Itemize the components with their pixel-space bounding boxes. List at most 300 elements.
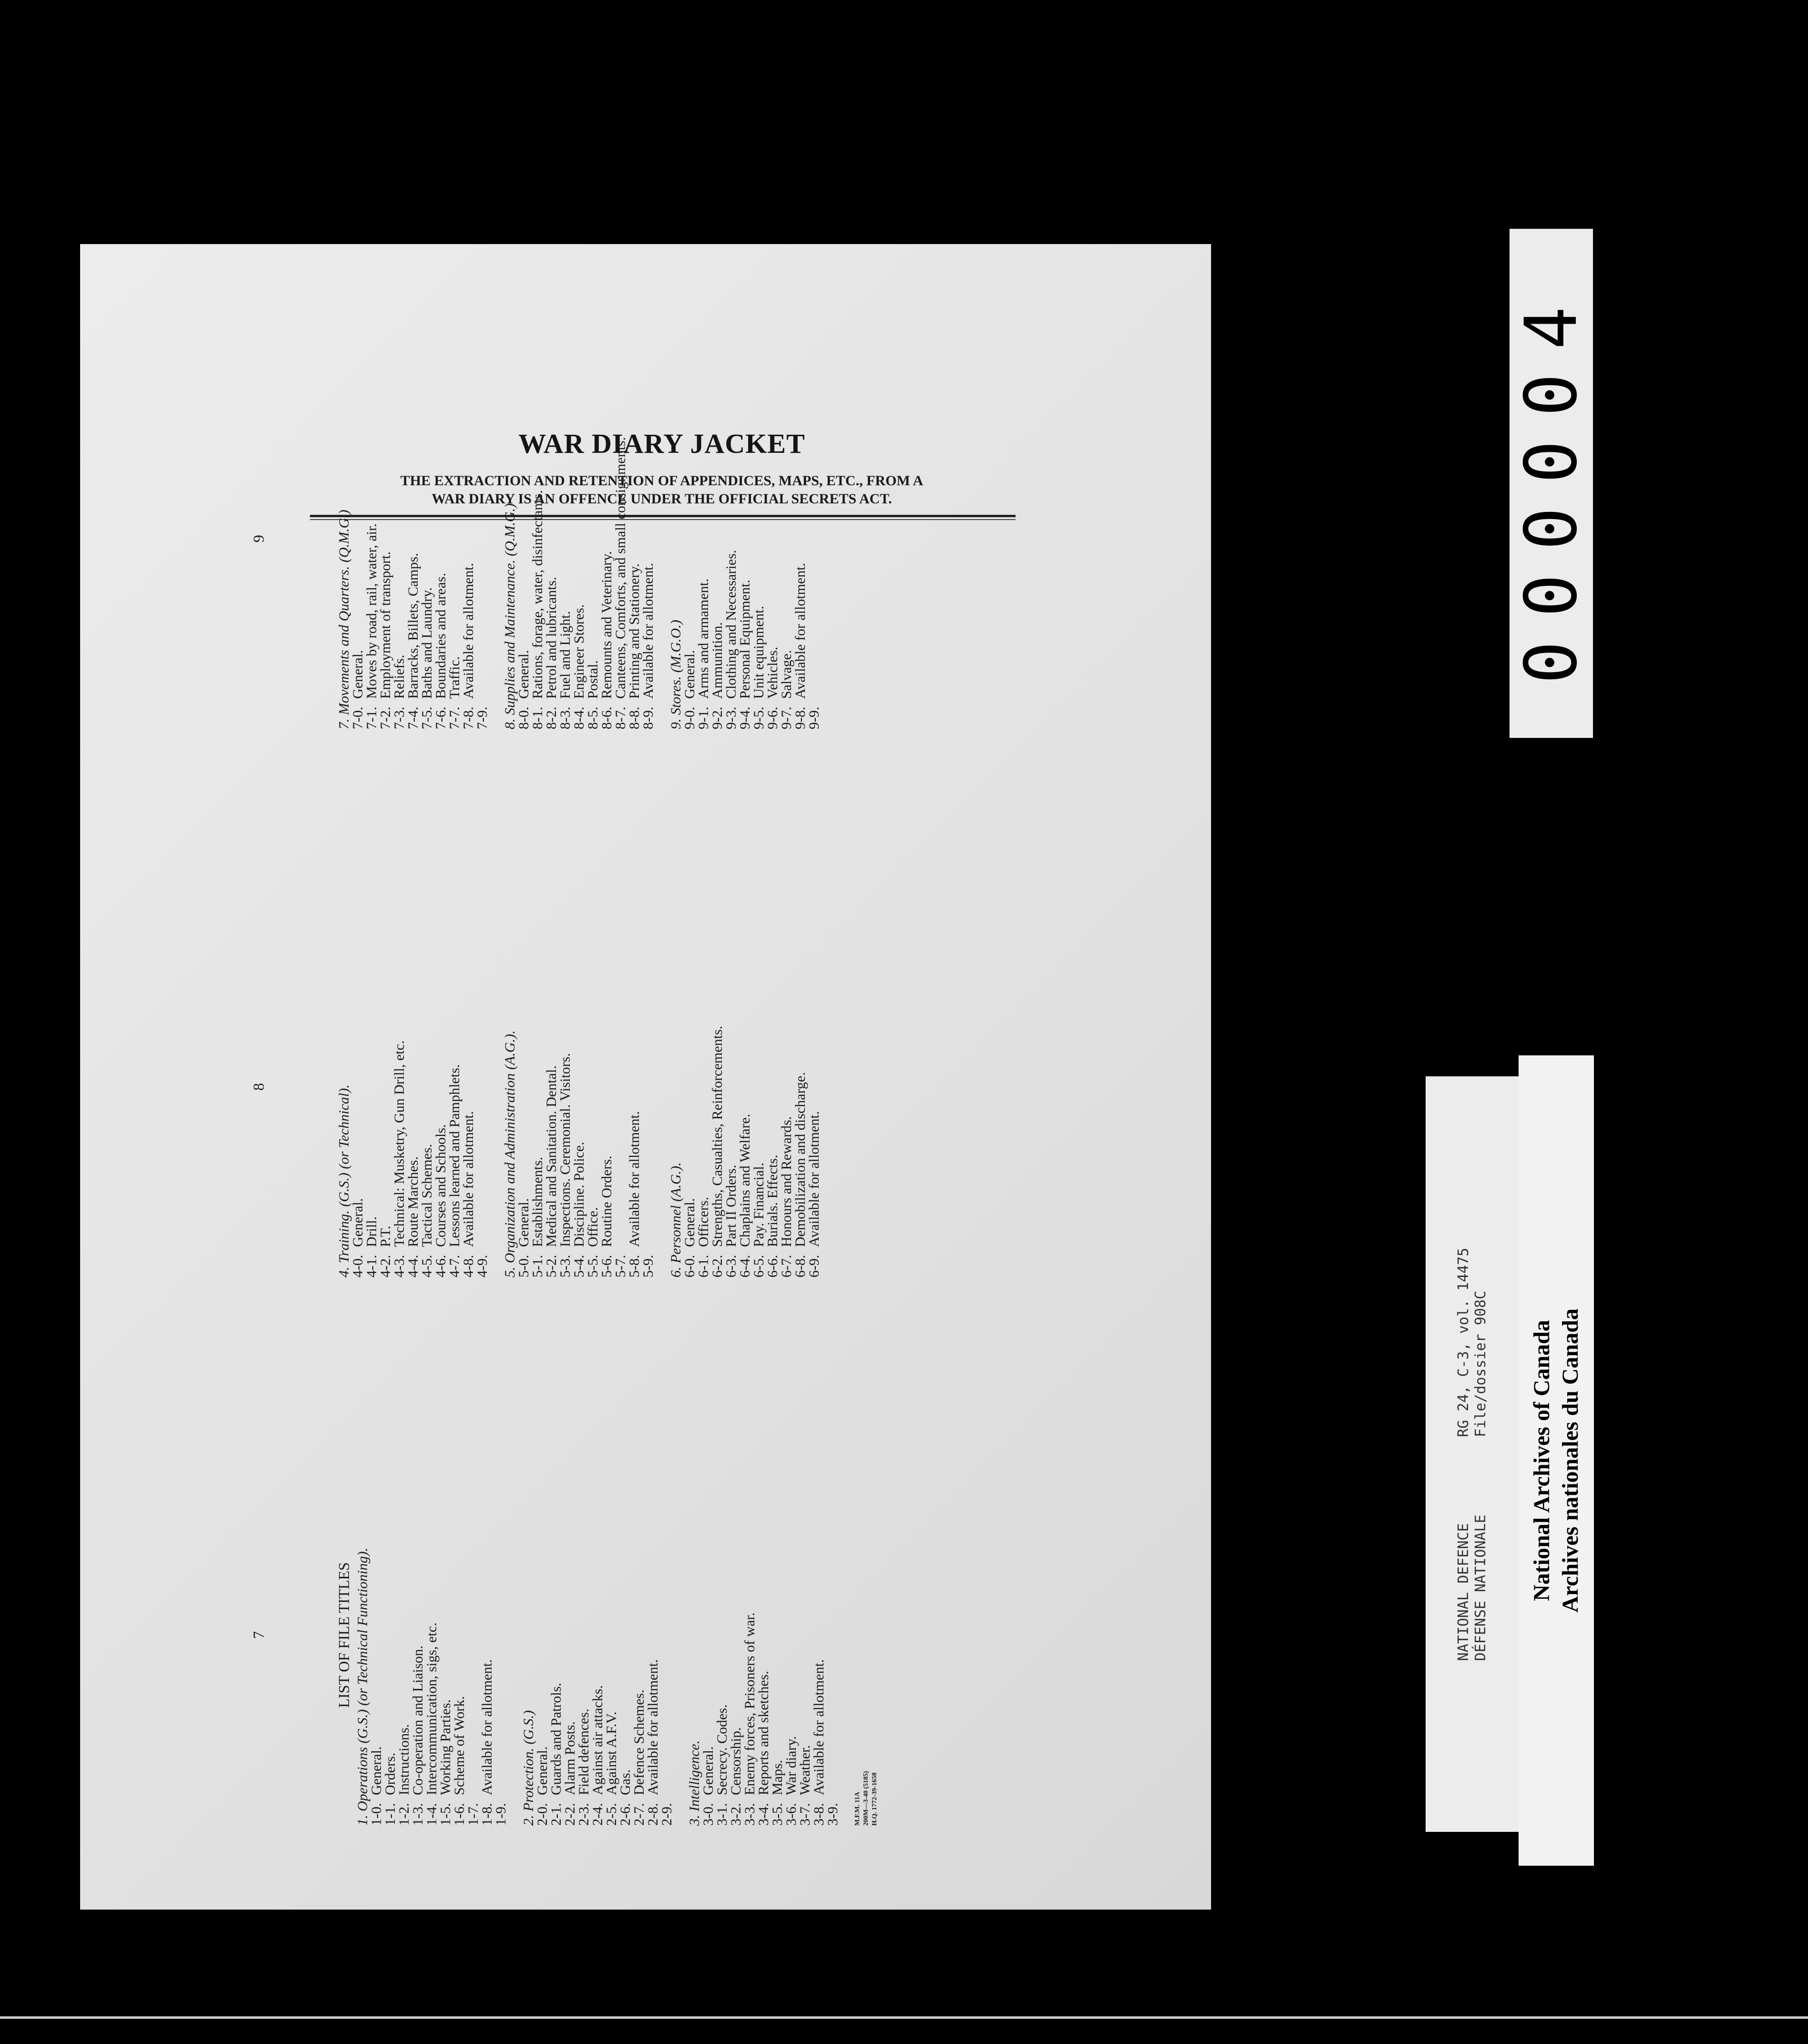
file-title-row — [466, 1287, 480, 1826]
warning-line-1: THE EXTRACTION AND RETENTION OF APPENDICES, MAPS, ETC., FROM A — [400, 473, 924, 489]
file-title: Remounts and Veterinary. — [599, 551, 615, 699]
file-title: Intercommunication, sigs, etc. — [424, 1622, 440, 1795]
file-code: 7-1. — [364, 706, 380, 729]
file-title-row — [397, 1287, 411, 1826]
list-column-1 — [252, 1287, 879, 1826]
file-section — [337, 739, 489, 1278]
file-title-row — [627, 191, 641, 729]
file-title: Available for allotment. — [461, 562, 476, 699]
file-code: 6-2. — [709, 1255, 725, 1278]
file-code: 3-8. — [811, 1803, 827, 1826]
file-title: Lessons learned and Pamphlets. — [447, 1064, 462, 1247]
file-title-row — [591, 1287, 605, 1826]
file-title-row — [697, 191, 710, 729]
file-title-row — [780, 739, 793, 1278]
reference-line-2: DÉFENSE NATIONALE File/dossier 908C — [1472, 1290, 1489, 1661]
file-title-row — [724, 191, 738, 729]
file-title-row — [351, 191, 365, 729]
file-section — [503, 739, 655, 1278]
file-title: Available for allotment. — [811, 1659, 827, 1795]
file-title-row — [475, 191, 489, 729]
file-title-row — [752, 191, 766, 729]
file-title-row — [766, 191, 780, 729]
file-title: Burials. Effects. — [765, 1155, 781, 1247]
file-code: 7-5. — [419, 706, 435, 729]
file-code: 5-6. — [599, 1255, 615, 1278]
file-title-row — [425, 1287, 439, 1826]
file-title-row — [793, 739, 807, 1278]
section-title: 6. Personnel (A.G.). — [668, 1162, 684, 1278]
file-code: 5-2. — [544, 1255, 559, 1278]
file-title-row — [784, 1287, 798, 1826]
file-code: 7-4. — [405, 706, 421, 729]
file-title: Working Parties. — [438, 1699, 453, 1795]
file-title-row — [558, 739, 572, 1278]
file-title-row — [420, 191, 434, 729]
file-title: General. — [516, 650, 532, 699]
file-title-row — [738, 739, 752, 1278]
file-code: 3-6. — [783, 1803, 799, 1826]
file-code: 2-6. — [617, 1803, 633, 1826]
form-code-line: M.F.M. 11A — [854, 1791, 861, 1826]
file-code: 8-9. — [640, 706, 656, 729]
file-code: 1-8. — [479, 1803, 495, 1826]
file-title-row — [572, 191, 586, 729]
form-code-line: H.Q. 1772-39-1658 — [871, 1772, 878, 1826]
file-code: 8-8. — [627, 706, 642, 729]
file-title: Discipline. Police. — [571, 1142, 587, 1247]
file-title-row — [729, 1287, 743, 1826]
file-title: Officers. — [696, 1196, 711, 1247]
file-code: 3-5. — [770, 1803, 785, 1826]
file-title: Employment of transport. — [378, 551, 393, 699]
file-title-row — [379, 191, 392, 729]
file-title-row — [683, 739, 697, 1278]
file-title-row — [641, 191, 655, 729]
file-title-row — [370, 1287, 383, 1826]
file-code: 7-6. — [433, 706, 449, 729]
file-title: Traffic. — [447, 656, 462, 699]
frame-number: 000004 — [1510, 283, 1593, 684]
file-title-row — [379, 739, 392, 1278]
file-title: Against A.F.V. — [604, 1711, 619, 1795]
file-title: Printing and Stationery. — [627, 563, 642, 699]
section-title: 7. Movements and Quarters. (Q.M.G.) — [336, 510, 352, 729]
file-code: 7-2. — [378, 706, 393, 729]
file-title-row — [462, 191, 475, 729]
file-code: 4-1. — [364, 1255, 380, 1278]
file-title: Route Marches. — [405, 1156, 421, 1247]
file-code: 2-5. — [604, 1803, 619, 1826]
file-code: 4-9. — [474, 1255, 490, 1278]
section-title: 4. Training. (G.S.) (or Technical). — [336, 1084, 352, 1278]
file-title: Ammunition. — [709, 622, 725, 699]
file-title-row — [614, 191, 627, 729]
file-code: 2-8. — [645, 1803, 661, 1826]
file-title-row — [531, 191, 544, 729]
file-code: 4-4. — [405, 1255, 421, 1278]
file-title: Available for allotment. — [645, 1659, 661, 1795]
file-code: 9-2. — [709, 706, 725, 729]
file-title-row — [641, 739, 655, 1278]
frame-number-strip — [1510, 229, 1593, 738]
file-title: Engineer Stores. — [571, 604, 587, 699]
file-title-row — [420, 739, 434, 1278]
file-title-row — [572, 739, 586, 1278]
file-title-row — [586, 191, 600, 729]
file-title: Vehicles. — [765, 646, 781, 699]
file-title-row — [743, 1287, 757, 1826]
file-title: Strengths, Casualties, Reinforcements. — [709, 1025, 725, 1247]
file-code: 9-7. — [779, 706, 794, 729]
form-code — [853, 1287, 879, 1826]
file-code: 1-3. — [410, 1803, 426, 1826]
file-title-row — [807, 739, 821, 1278]
file-title-row — [627, 739, 641, 1278]
file-code: 6-1. — [696, 1255, 711, 1278]
file-code: 6-8. — [792, 1255, 808, 1278]
file-code: 1-5. — [438, 1803, 453, 1826]
file-title-row — [494, 1287, 508, 1826]
file-title: Routine Orders. — [599, 1155, 615, 1247]
file-title-row — [544, 191, 558, 729]
file-title-row — [452, 1287, 466, 1826]
file-title: General. — [682, 1198, 698, 1247]
file-title: Courses and Schools. — [433, 1124, 449, 1247]
file-code: 6-3. — [723, 1255, 739, 1278]
file-title: Orders. — [382, 1752, 398, 1795]
file-title-row — [752, 739, 766, 1278]
file-title-row — [392, 191, 406, 729]
file-title-row — [600, 739, 614, 1278]
file-title-row — [439, 1287, 452, 1826]
file-code: 3-9. — [825, 1803, 841, 1826]
film-edge-line — [0, 2016, 1808, 2019]
file-code: 6-7. — [779, 1255, 794, 1278]
file-code: 9-9. — [806, 706, 822, 729]
file-title: Baths and Laundry. — [419, 587, 435, 699]
file-code: 9-1. — [696, 706, 711, 729]
file-code: 8-0. — [516, 706, 532, 729]
file-code: 5-8. — [627, 1255, 642, 1278]
file-title-row — [710, 739, 724, 1278]
archive-name-fr: Archives nationales du Canada — [1558, 1308, 1583, 1613]
column-1-sections — [356, 1287, 840, 1826]
file-code: 8-7. — [613, 706, 628, 729]
file-title: Censorship. — [728, 1727, 744, 1795]
section-title: 1. Operations (G.S.) (or Technical Functioning). — [355, 1548, 370, 1826]
file-code: 2-2. — [562, 1803, 578, 1826]
file-title-row — [770, 1287, 784, 1826]
page-number-9: 9 — [250, 535, 267, 542]
file-title-row — [766, 739, 780, 1278]
file-title: General. — [682, 650, 698, 699]
file-code: 5-7. — [613, 1255, 628, 1278]
file-code: 5-0. — [516, 1255, 532, 1278]
file-title: Weather. — [797, 1745, 813, 1795]
file-title: Rations, forage, water, disinfectants. — [530, 490, 545, 699]
file-code: 5-3. — [557, 1255, 573, 1278]
file-title-row — [826, 1287, 840, 1826]
list-column-2 — [252, 739, 835, 1278]
file-code: 2-7. — [631, 1803, 647, 1826]
file-title: Arms and armament. — [696, 578, 711, 699]
file-title-row — [544, 739, 558, 1278]
section-title: 8. Supplies and Maintenance. (Q.M.G.) — [502, 503, 518, 729]
file-title: Canteens, Comforts, and small consignments. — [613, 437, 628, 699]
section-title: 2. Protection. (G.S.) — [521, 1710, 536, 1826]
page-number-7: 7 — [250, 1631, 267, 1639]
file-title-row — [383, 1287, 397, 1826]
file-title-row — [646, 1287, 660, 1826]
file-code: 2-1. — [548, 1803, 564, 1826]
file-title-row — [632, 1287, 646, 1826]
file-title: Available for allotment. — [806, 1111, 822, 1247]
column-2-sections — [337, 739, 821, 1278]
file-code: 5-9. — [640, 1255, 656, 1278]
file-title-row — [812, 1287, 826, 1826]
file-title-row — [448, 739, 462, 1278]
column-3-sections — [337, 191, 821, 729]
file-title-row — [614, 739, 627, 1278]
file-title: Inspections. Ceremonial. Visitors. — [557, 1053, 573, 1247]
file-title: Reports and sketches. — [756, 1671, 771, 1795]
file-title: Drill. — [364, 1216, 380, 1247]
file-section — [503, 191, 655, 729]
file-title: General. — [700, 1746, 716, 1795]
file-title-row — [531, 739, 544, 1278]
file-title: Clothing and Necessaries. — [723, 550, 739, 699]
archive-reference-label — [1426, 1076, 1519, 1832]
file-title-row — [517, 739, 531, 1278]
file-code: 9-5. — [751, 706, 767, 729]
file-code: 1-7. — [465, 1803, 481, 1826]
file-code: 3-0. — [700, 1803, 716, 1826]
file-title: Co-operation and Liaison. — [410, 1645, 426, 1795]
file-title: Pay. Financial. — [751, 1162, 767, 1247]
file-title: Available for allotment. — [479, 1659, 495, 1795]
file-title-row — [586, 739, 600, 1278]
file-code: 8-5. — [585, 706, 601, 729]
section-title: 3. Intelligence. — [687, 1740, 702, 1826]
file-title: Available for allotment. — [461, 1111, 476, 1247]
file-code: 6-9. — [806, 1255, 822, 1278]
file-title-row — [448, 191, 462, 729]
section-title: 9. Stores. (M.G.O.) — [668, 620, 684, 729]
file-section — [356, 1287, 508, 1826]
archive-name-en: National Archives of Canada — [1529, 1320, 1554, 1601]
file-title: Gas. — [617, 1769, 633, 1795]
file-title: General. — [369, 1746, 384, 1795]
file-code: 6-0. — [682, 1255, 698, 1278]
file-title: War diary. — [783, 1736, 799, 1795]
file-code: 8-4. — [571, 706, 587, 729]
file-title-row — [600, 191, 614, 729]
file-title: Reliefs. — [391, 654, 407, 699]
file-title: Available for allotment. — [627, 1111, 642, 1247]
file-title: Establishments. — [530, 1156, 545, 1247]
file-title-row — [365, 739, 379, 1278]
file-title-row — [563, 1287, 577, 1826]
file-section — [522, 1287, 674, 1826]
file-code: 7-0. — [350, 706, 366, 729]
reference-line-1: NATIONAL DEFENCE RG 24, C-3, vol. 14475 — [1455, 1247, 1472, 1661]
file-title-row — [697, 739, 710, 1278]
file-code: 2-9. — [659, 1803, 675, 1826]
file-title-row — [517, 191, 531, 729]
file-title-row — [660, 1287, 674, 1826]
file-code: 8-1. — [530, 706, 545, 729]
file-code: 1-2. — [396, 1803, 412, 1826]
file-title-row — [715, 1287, 729, 1826]
file-title-row — [793, 191, 807, 729]
file-title: Personal Equipment. — [737, 580, 753, 699]
file-title-row — [798, 1287, 812, 1826]
file-code: 7-3. — [391, 706, 407, 729]
file-title: Tactical Schemes. — [419, 1144, 435, 1247]
file-code: 8-2. — [544, 706, 559, 729]
file-title-row — [577, 1287, 591, 1826]
file-code: 9-4. — [737, 706, 753, 729]
file-code: 1-4. — [424, 1803, 440, 1826]
file-section — [669, 191, 821, 729]
file-code: 4-5. — [419, 1255, 435, 1278]
file-code: 4-0. — [350, 1255, 366, 1278]
file-title-row — [618, 1287, 632, 1826]
file-title-row — [406, 191, 420, 729]
file-title: Secrecy. Codes. — [714, 1704, 730, 1795]
file-code: 8-3. — [557, 706, 573, 729]
file-code: 1-0. — [369, 1803, 384, 1826]
file-code: 7-7. — [447, 706, 462, 729]
file-code: 2-4. — [590, 1803, 606, 1826]
file-title: Technical: Musketry, Gun Drill, etc. — [391, 1040, 407, 1247]
file-title-row — [535, 1287, 549, 1826]
file-title: Medical and Sanitation. Dental. — [544, 1065, 559, 1247]
file-title: Alarm Posts. — [562, 1721, 578, 1795]
file-code: 4-7. — [447, 1255, 462, 1278]
file-code: 7-9. — [474, 706, 490, 729]
file-title-row — [807, 191, 821, 729]
file-code: 5-1. — [530, 1255, 545, 1278]
section-title: 5. Organization and Administration (A.G.). — [502, 1030, 518, 1278]
list-title: LIST OF FILE TITLES — [335, 1562, 352, 1708]
file-title-row — [701, 1287, 715, 1826]
file-title: General. — [350, 1198, 366, 1247]
file-code: 2-3. — [576, 1803, 592, 1826]
file-code: 1-6. — [452, 1803, 467, 1826]
file-code: 3-3. — [742, 1803, 758, 1826]
page-number-8: 8 — [250, 1083, 267, 1091]
file-code: 9-0. — [682, 706, 698, 729]
file-title-row — [724, 739, 738, 1278]
file-title-row — [480, 1287, 494, 1826]
file-code: 5-5. — [585, 1255, 601, 1278]
file-title: Fuel and Light. — [557, 611, 573, 699]
file-title-row — [710, 191, 724, 729]
file-title: Office. — [585, 1207, 601, 1247]
warning-line-2: WAR DIARY IS AN OFFENCE UNDER THE OFFICIAL SECRETS ACT. — [431, 491, 892, 507]
file-code: 2-0. — [534, 1803, 550, 1826]
file-title: Available for allotment. — [792, 562, 808, 699]
file-title: General. — [350, 650, 366, 699]
file-title: Scheme of Work. — [452, 1696, 467, 1795]
file-title: Enemy forces, Prisoners of war. — [742, 1612, 758, 1795]
file-title: Demobilization and discharge. — [792, 1072, 808, 1247]
file-code: 4-3. — [391, 1255, 407, 1278]
file-title: Available for allotment. — [640, 562, 656, 699]
file-title-row — [558, 191, 572, 729]
file-title-row — [605, 1287, 618, 1826]
file-code: 3-7. — [797, 1803, 813, 1826]
file-code: 1-1. — [382, 1803, 398, 1826]
file-title: Salvage. — [779, 650, 794, 699]
file-title: Moves by road, rail, water, air. — [364, 523, 380, 699]
file-title: Against air attacks. — [590, 1685, 606, 1795]
archive-name-label — [1519, 1055, 1594, 1866]
file-code: 3-2. — [728, 1803, 744, 1826]
file-title: Barracks, Billets, Camps. — [405, 553, 421, 699]
jacket-title: WAR DIARY JACKET — [518, 428, 805, 459]
file-title: Unit equipment. — [751, 606, 767, 699]
form-code-line: 200M—3-40 (5185) — [863, 1771, 870, 1826]
file-title-row — [434, 739, 448, 1278]
file-code: 7-8. — [461, 706, 476, 729]
file-title-row — [434, 191, 448, 729]
file-code: 9-8. — [792, 706, 808, 729]
file-code: 4-6. — [433, 1255, 449, 1278]
file-title: General. — [534, 1746, 550, 1795]
file-section — [337, 191, 489, 729]
file-title: Defence Schemes. — [631, 1689, 647, 1795]
file-code: 9-6. — [765, 706, 781, 729]
file-title-row — [549, 1287, 563, 1826]
file-title: General. — [516, 1198, 532, 1247]
file-title-row — [780, 191, 793, 729]
file-title: Field defences. — [576, 1708, 592, 1795]
file-title-row — [406, 739, 420, 1278]
file-title: Part II Orders. — [723, 1165, 739, 1247]
file-code: 8-6. — [599, 706, 615, 729]
file-titles-list — [252, 213, 880, 1869]
file-title: Petrol and lubricants. — [544, 577, 559, 699]
file-title-row — [475, 739, 489, 1278]
file-code: 4-2. — [378, 1255, 393, 1278]
list-column-3 — [252, 191, 835, 729]
file-title-row — [365, 191, 379, 729]
file-code: 3-4. — [756, 1803, 771, 1826]
file-code: 4-8. — [461, 1255, 476, 1278]
file-code: 6-4. — [737, 1255, 753, 1278]
file-code: 6-6. — [765, 1255, 781, 1278]
file-title-row — [757, 1287, 770, 1826]
file-section — [688, 1287, 840, 1826]
file-title: Chaplains and Welfare. — [737, 1114, 753, 1247]
file-title: Honours and Rewards. — [779, 1116, 794, 1247]
file-section — [669, 739, 821, 1278]
file-code: 5-4. — [571, 1255, 587, 1278]
file-title: Maps. — [770, 1759, 785, 1795]
file-code: 9-3. — [723, 706, 739, 729]
file-code: 6-5. — [751, 1255, 767, 1278]
file-code: 1-9. — [493, 1803, 509, 1826]
file-title-row — [462, 739, 475, 1278]
file-title: Postal. — [585, 660, 601, 699]
file-title-row — [683, 191, 697, 729]
file-title: Guards and Patrols. — [548, 1683, 564, 1795]
file-title-row — [392, 739, 406, 1278]
file-title-row — [411, 1287, 425, 1826]
